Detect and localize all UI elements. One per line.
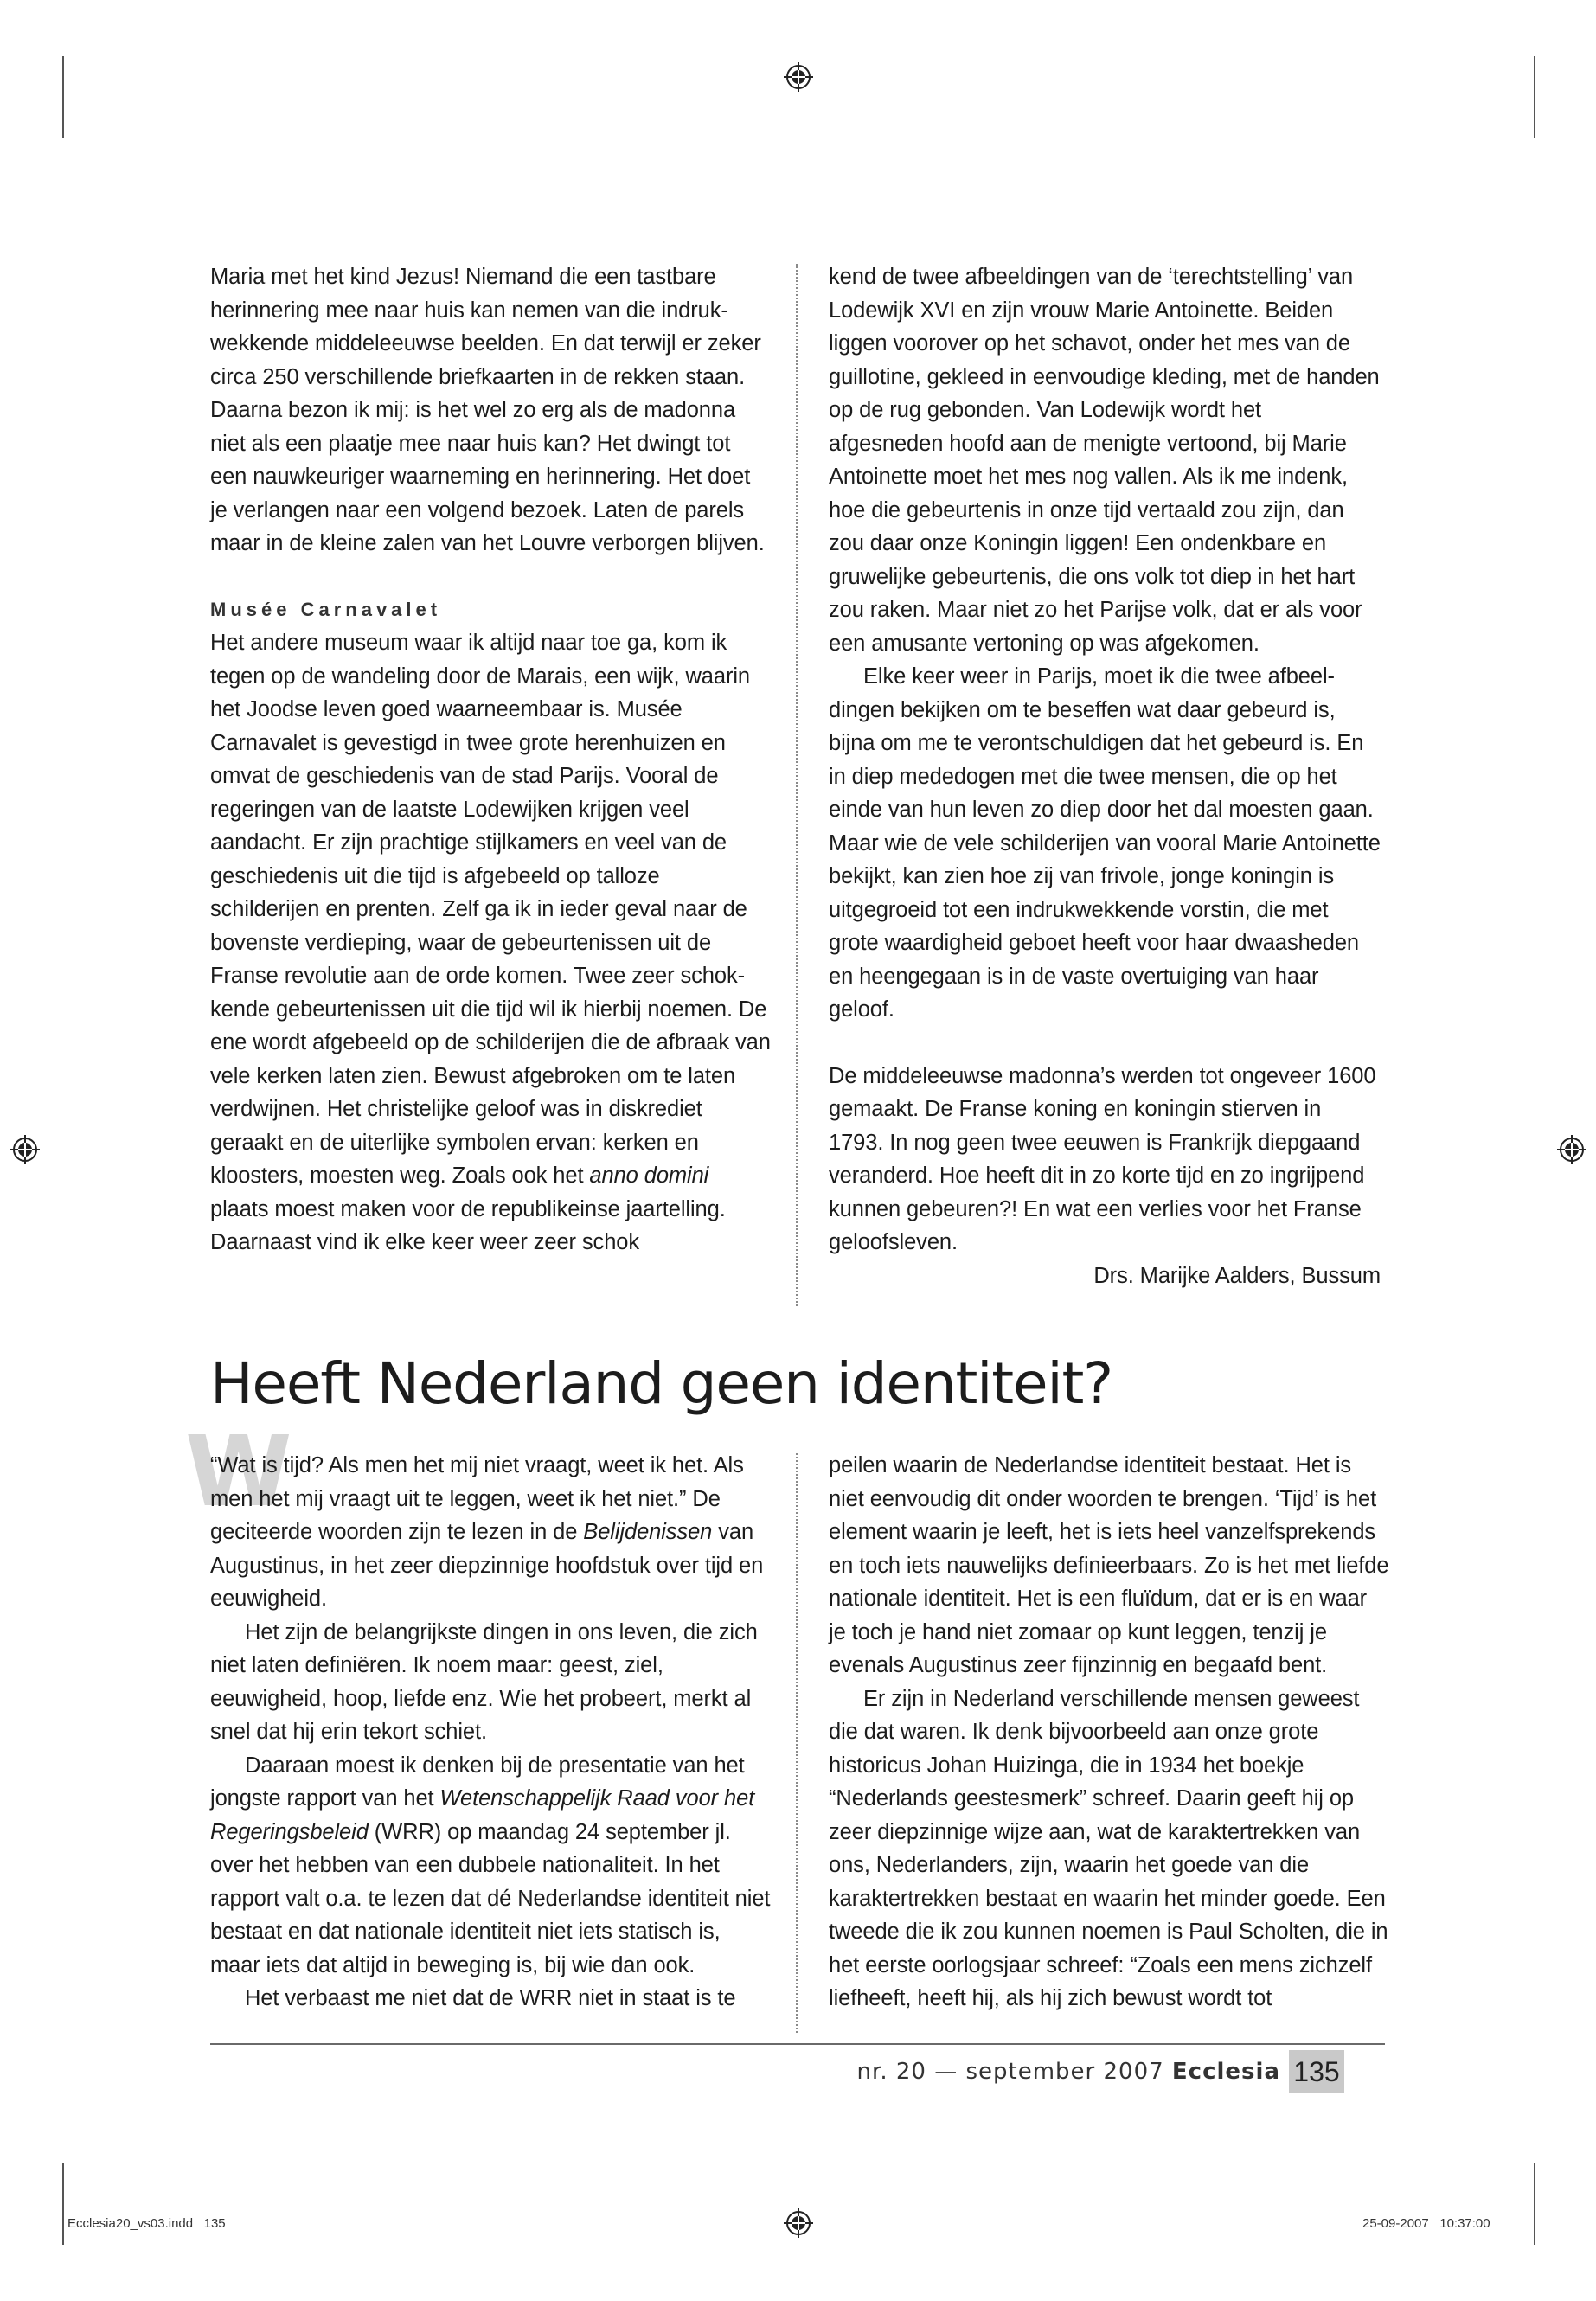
text-run: van Augustinus, in het zeer diepzinnige hoofdstuk over tijd en eeuwigheid. [210, 1520, 764, 1611]
journal-name: Ecclesia [1171, 2059, 1280, 2085]
column-divider [796, 1453, 798, 2033]
crop-mark [1534, 56, 1535, 138]
text-run: Daaraan moest ik denken bij de presentatie van het jongste rapport van het [210, 1753, 745, 1811]
article1-right-column [829, 260, 1381, 1292]
crop-mark [62, 56, 64, 138]
text-run: Het andere museum waar ik altijd naar toe ga, kom ik tegen op de wandeling door de Marais, een wijk, waarin het Joodse leven goed waarneembaar is. Musée Carnavalet is gevestigd in twee grote herenhuizen en omvat de geschiedenis van de stad Parijs. Vooral de regeringen van de laatste Lodewijken krijgen veel aandacht. Er zijn prachtige stijlkamers en veel van de geschiedenis uit die tijd is afgebeeld op talloze schilderijen en prenten. Zelf ga ik in ieder geval naar de bovenste verdieping, waar de gebeurtenissen uit de Franse revolutie aan de orde komen. Twee zeer schokkende gebeurtenissen uit die tijd wil ik hierbij noemen. De ene wordt afgebeeld op de schilderijen die de afbraak van vele kerken laten zien. Bewust afgebroken om te laten verdwijnen. Het christelijke geloof was in diskrediet geraakt en de uiterlijke symbolen ervan: kerken en kloosters, moesten weg. Zoals ook het [210, 631, 771, 1188]
slug-filename: Ecclesia20_vs03.indd 135 [67, 2216, 226, 2231]
article1-paragraph: Elke keer weer in Parijs, moet ik die twee afbeeldingen bekijken om te beseffen wat daar gebeurd is, bijna om me te verontschuldigen dat het gebeurd is. En in diep mededogen met die twee mensen, die op het einde van hun leven zo diep door het dal moesten gaan. Maar wie de vele schilderijen van vooral Marie Antoinette bekijkt, kan zien hoe zij van frivole, jonge koningin is uitgegroeid tot een indrukwekkende vorstin, die met grote waardigheid geboet heeft voor haar dwaasheden en heengegaan is in de vaste overtuiging van haar geloof. [829, 664, 1381, 1022]
drop-cap: W [185, 1416, 292, 1529]
italic-term: anno domini [589, 1163, 709, 1188]
article2-paragraph: peilen waarin de Nederlandse identiteit bestaat. Het is niet eenvoudig dit onder woorden te brengen. ‘Tijd’ is het element waarin je leeft, het is iets heel vanzelfsprekends en toch iets nauwelijks definieerbaars. Zo is het met liefde nationale identiteit. Het is een fluïdum, dat er is en waar je toch je hand niet zomaar op kunt leggen, tenzij je evenals Augustinus zeer fijnzinnig en begaafd bent. [829, 1453, 1389, 1677]
article2-left-column [210, 1449, 771, 2016]
article2-paragraph [210, 1449, 771, 1616]
article2-right-column [829, 1449, 1389, 2016]
registration-mark-icon [784, 62, 813, 92]
page-footer [779, 2050, 1280, 2093]
article-headline: Heeft Nederland geen identiteit? [210, 1350, 1112, 1417]
footer-rule [210, 2043, 1385, 2045]
crop-mark [1534, 2163, 1535, 2245]
article1-paragraph: kend de twee afbeeldingen van de ‘terechtstelling’ van Lodewijk XVI en zijn vrouw Marie Antoinette. Beiden liggen voorover op het schavot, onder het mes van de guillotine, gekleed in eenvoudige kleding, met de handen op de rug gebonden. Van Lodewijk wordt het afgesneden hoofd aan de menigte vertoond, bij Marie Antoinette moet het mes nog vallen. Als ik me indenk, hoe die gebeurtenis in onze tijd vertaald zou zijn, dan zou daar onze Koningin liggen! Een ondenkbare en gruwelijke gebeurtenis, die ons volk tot diep in het hart zou raken. Maar niet zo het Parijse volk, dat er als voor een amusante vertoning op was afgekomen. [829, 265, 1380, 656]
article1-paragraph: Maria met het kind Jezus! Niemand die een tastbare herinnering mee naar huis kan nemen van die indrukwekkende middeleeuwse beelden. En dat terwijl er zeker circa 250 verschillende briefkaarten in de rekken staan. Daarna bezon ik mij: is het wel zo erg als de madonna niet als een plaatje mee naar huis kan? Het dwingt tot een nauwkeuriger waarneming en herinnering. Het doet je verlangen naar een volgend bezoek. Laten de parels maar in de kleine zalen van het Louvre verborgen blijven. [210, 265, 765, 555]
text-run: “Wat is tijd? Als men het mij niet vraagt, weet ik het. Als men het mij vraagt uit te leggen, weet ik het niet.” De geciteerde woorden zijn te lezen in de [210, 1453, 744, 1544]
paragraph-gap [829, 1027, 1381, 1060]
article2-paragraph: Er zijn in Nederland verschillende mensen geweest die dat waren. Ik denk bijvoorbeeld aan onze grote historicus Johan Huizinga, die in 1934 het boekje “Nederlands geestesmerk” schreef. Daarin geeft hij op zeer diepzinnige wijze aan, wat de karaktertrekken van ons, Nederlanders, zijn, waarin het goede van die karaktertrekken bestaat en waarin het minder goede. Een tweede die ik zou kunnen noemen is Paul Scholten, die in het eerste oorlogsjaar schreef: “Zoals een mens zichzelf liefheeft, heeft hij, als hij zich bewust wordt tot [829, 1686, 1388, 2010]
registration-mark-icon [1557, 1135, 1586, 1164]
column-divider [796, 264, 798, 1306]
text-run: plaats moest maken voor de republikeinse jaartelling. Daarnaast vind ik elke keer weer zeer schok [210, 1196, 726, 1254]
italic-title: Wetenschappelijk Raad voor het Regeringsbeleid [210, 1786, 755, 1844]
paragraph-gap [210, 561, 771, 593]
italic-title: Belijdenissen [583, 1520, 713, 1544]
crop-mark [62, 2163, 64, 2245]
article1-left-column [210, 260, 771, 1259]
slug-timestamp: 25-09-2007 10:37:00 [1362, 2216, 1490, 2231]
text-run: (WRR) op maandag 24 september jl. over het hebben van een dubbele nationaliteit. In het rapport valt o.a. te lezen dat dé Nederlandse identiteit niet bestaat en dat nationale identiteit niet iets statisch is, maar iets dat altijd in beweging is, bij wie dan ook. [210, 1819, 771, 1977]
author-signature: Drs. Marijke Aalders, Bussum [1093, 1263, 1381, 1288]
section-subheading: Musée Carnavalet [210, 598, 442, 620]
article1-section-paragraph [210, 626, 771, 1259]
registration-mark-icon [10, 1135, 40, 1164]
article2-paragraph: Het verbaast me niet dat de WRR niet in staat is te [245, 1986, 736, 2010]
issue-info: nr. 20 — september 2007 [856, 2059, 1164, 2085]
registration-mark-icon [784, 2208, 813, 2238]
article1-paragraph: De middeleeuwse madonna’s werden tot ongeveer 1600 gemaakt. De Franse koning en koningin stierven in 1793. In nog geen twee eeuwen is Frankrijk diepgaand veranderd. Hoe heeft dit in zo korte tijd en zo ingrijpend kunnen gebeuren?! En wat een verlies voor het Franse geloofsleven. [829, 1063, 1376, 1254]
page-number: 135 [1289, 2050, 1344, 2093]
article2-paragraph [210, 1749, 771, 1983]
article2-paragraph: Het zijn de belangrijkste dingen in ons leven, die zich niet laten definiëren. Ik noem maar: geest, ziel, eeuwigheid, hoop, liefde enz. Wie het probeert, merkt al snel dat hij erin tekort schiet. [210, 1619, 758, 1744]
